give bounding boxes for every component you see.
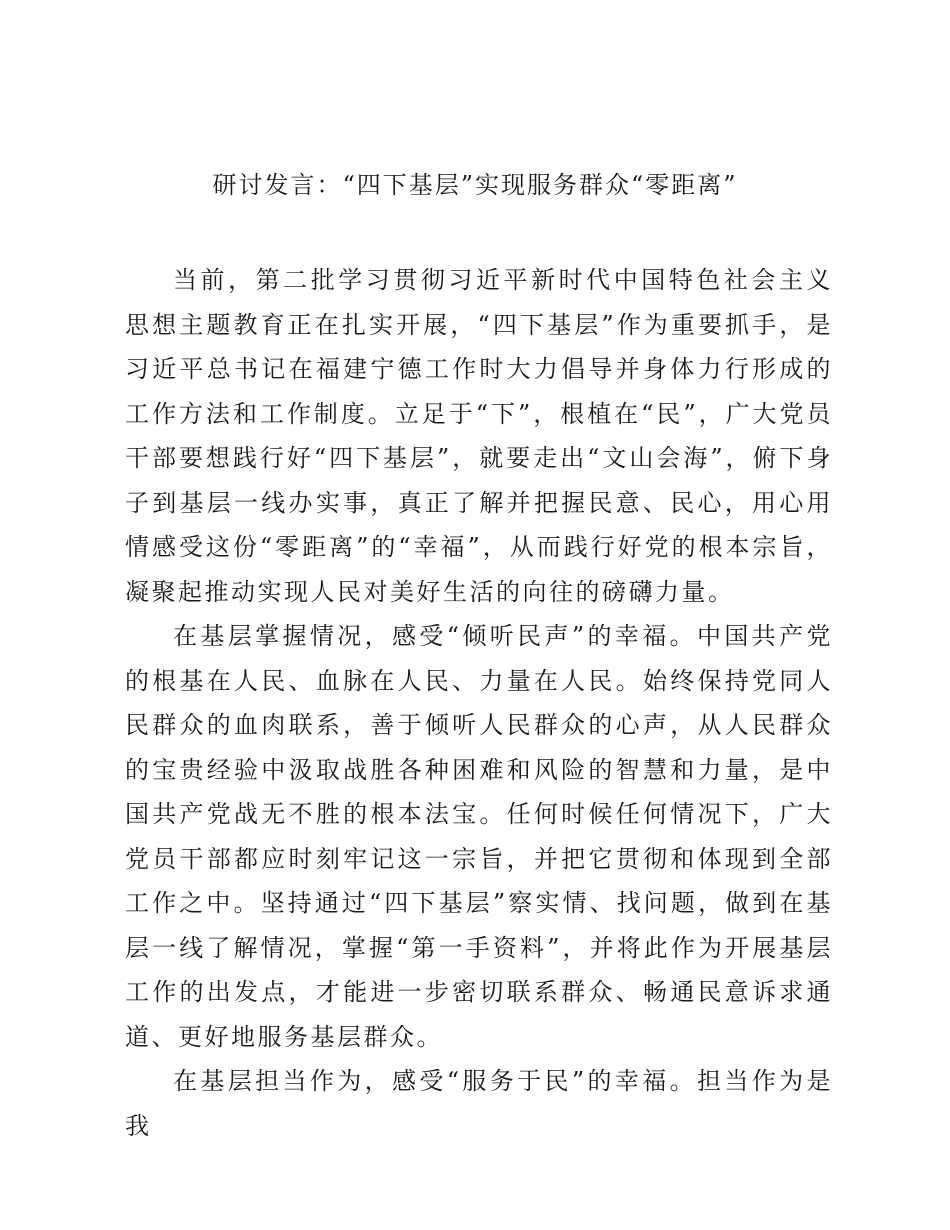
paragraph-serving: 在基层担当作为，感受“服务于民”的幸福。担当作为是我	[125, 1067, 833, 1140]
document-title: 研讨发言：“四下基层”实现服务群众“零距离”	[212, 171, 738, 199]
document-body	[125, 258, 833, 1148]
paragraph-intro: 当前，第二批学习贯彻习近平新时代中国特色社会主义思想主题教育正在扎实开展，“四下基层”作为重要抓手，是习近平总书记在福建宁德工作时大力倡导并身体力行形成的工作方法和工作制度。立足于“下”，根植在“民”，广大党员干部要想践行好“四下基层”，就要走出“文山会海”，俯下身子到基层一线办实事，真正了解并把握民意、民心，用心用情感受这份“零距离”的“幸福”，从而践行好党的根本宗旨，凝聚起推动实现人民对美好生活的向往的磅礴力量。	[125, 266, 833, 606]
paragraph-listening: 在基层掌握情况，感受“倾听民声”的幸福。中国共产党的根基在人民、血脉在人民、力量在人民。始终保持党同人民群众的血肉联系，善于倾听人民群众的心声，从人民群众的宝贵经验中汲取战胜各种困难和风险的智慧和力量，是中国共产党战无不胜的根本法宝。任何时候任何情况下，广大党员干部都应时刻牢记这一宗旨，并把它贯彻和体现到全部工作之中。坚持通过“四下基层”察实情、找问题，做到在基层一线了解情况，掌握“第一手资料”，并将此作为开展基层工作的出发点，才能进一步密切联系群众、畅通民意诉求通道、更好地服务基层群众。	[125, 622, 833, 1051]
